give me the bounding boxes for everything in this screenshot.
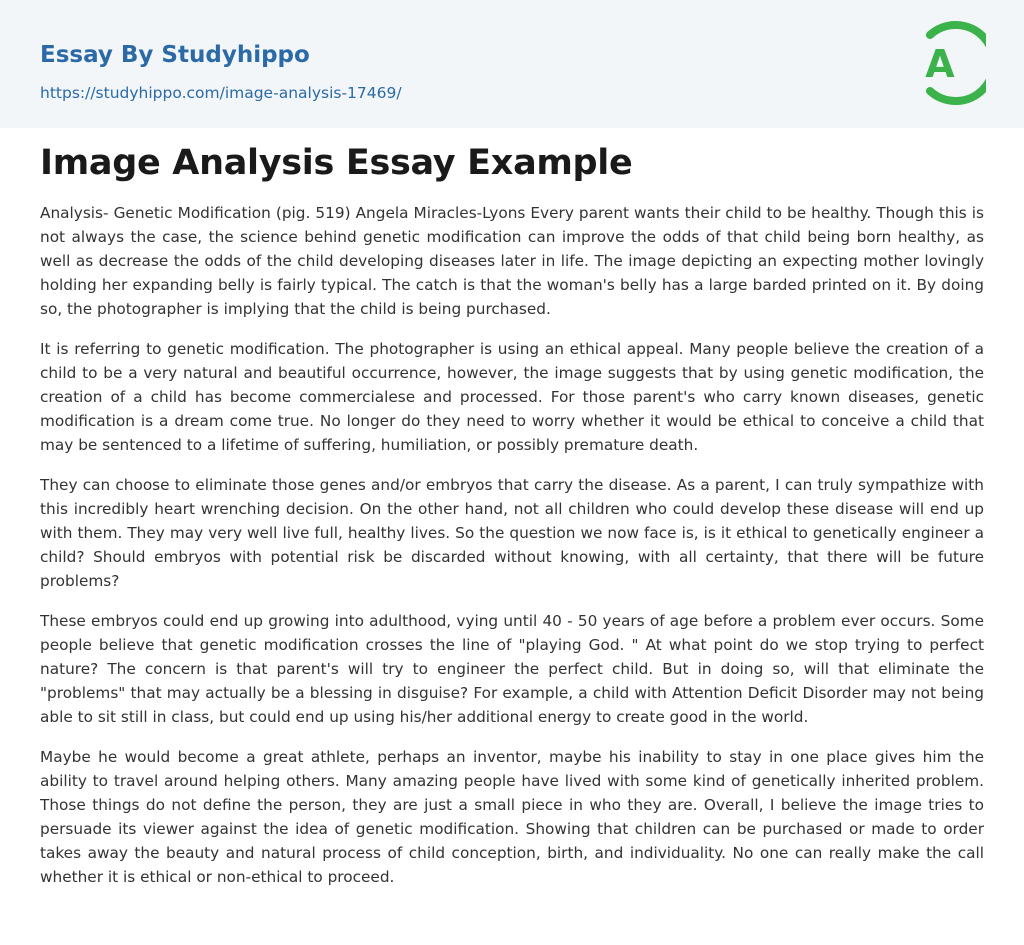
logo-icon[interactable] [912,20,986,106]
essay-paragraph: Analysis- Genetic Modification (pig. 519) Angela Miracles-Lyons Every parent wants their child to be healthy. Though this is not always the case, the science behind genetic modification can improve the odds of that child being born healthy, as well as decrease the odds of the child developing diseases later in life. The image depicting an expecting mother lovingly holding her expanding belly is fairly typical. The catch is that the woman's belly has a large barded printed on it. By doing so, the photographer is implying that the child is being purchased. [40,204,984,318]
essay-paragraph: These embryos could end up growing into adulthood, vying until 40 - 50 years of age before a problem ever occurs. Some people believe that genetic modification crosses the line of "playing God. " At what point do we stop trying to perfect nature? The concern is that parent's will try to engineer the perfect child. But in doing so, will that eliminate the "problems" that may actually be a blessing in disguise? For example, a child with Attention Deficit Disorder may not being able to sit still in class, but could end up using his/her additional energy to create good in the world. [40,612,984,726]
page-url-link[interactable]: https://studyhippo.com/image-analysis-17469/ [40,84,402,102]
essay-paragraph: It is referring to genetic modification. The photographer is using an ethical appeal. Many people believe the creation of a child to be a very natural and beautiful occurrence, however, the image suggests that by using genetic modification, the creation of a child has become commercialese and processed. For those parent's who carry known diseases, genetic modification is a dream come true. No longer do they need to worry whether it would be ethical to conceive a child that may be sentenced to a lifetime of suffering, humiliation, or possibly premature death. [40,340,984,454]
page-title: Image Analysis Essay Example [40,143,633,183]
essay-paragraph: They can choose to eliminate those genes and/or embryos that carry the disease. As a parent, I can truly sympathize with this incredibly heart wrenching decision. On the other hand, not all children who could develop these disease will end up with them. They may very well live full, healthy lives. So the question we now face is, is it ethical to genetically engineer a child? Should embryos with potential risk be discarded without knowing, with all certainty, that there will be future problems? [40,476,984,590]
essay-body [40,201,984,905]
essay-paragraph: Maybe he would become a great athlete, perhaps an inventor, maybe his inability to stay in one place gives him the ability to travel around helping others. Many amazing people have lived with some kind of genetically inherited problem. Those things do not define the person, they are just a small piece in who they are. Overall, I believe the image tries to persuade its viewer against the idea of genetic modification. Showing that children can be purchased or made to order takes away the beauty and natural process of child conception, birth, and individuality. No one can really make the call whether it is ethical or non-ethical to proceed. [40,748,984,886]
site-header [0,0,1024,128]
site-brand[interactable]: Essay By Studyhippo [40,42,310,68]
logo-letter: A [925,42,955,86]
